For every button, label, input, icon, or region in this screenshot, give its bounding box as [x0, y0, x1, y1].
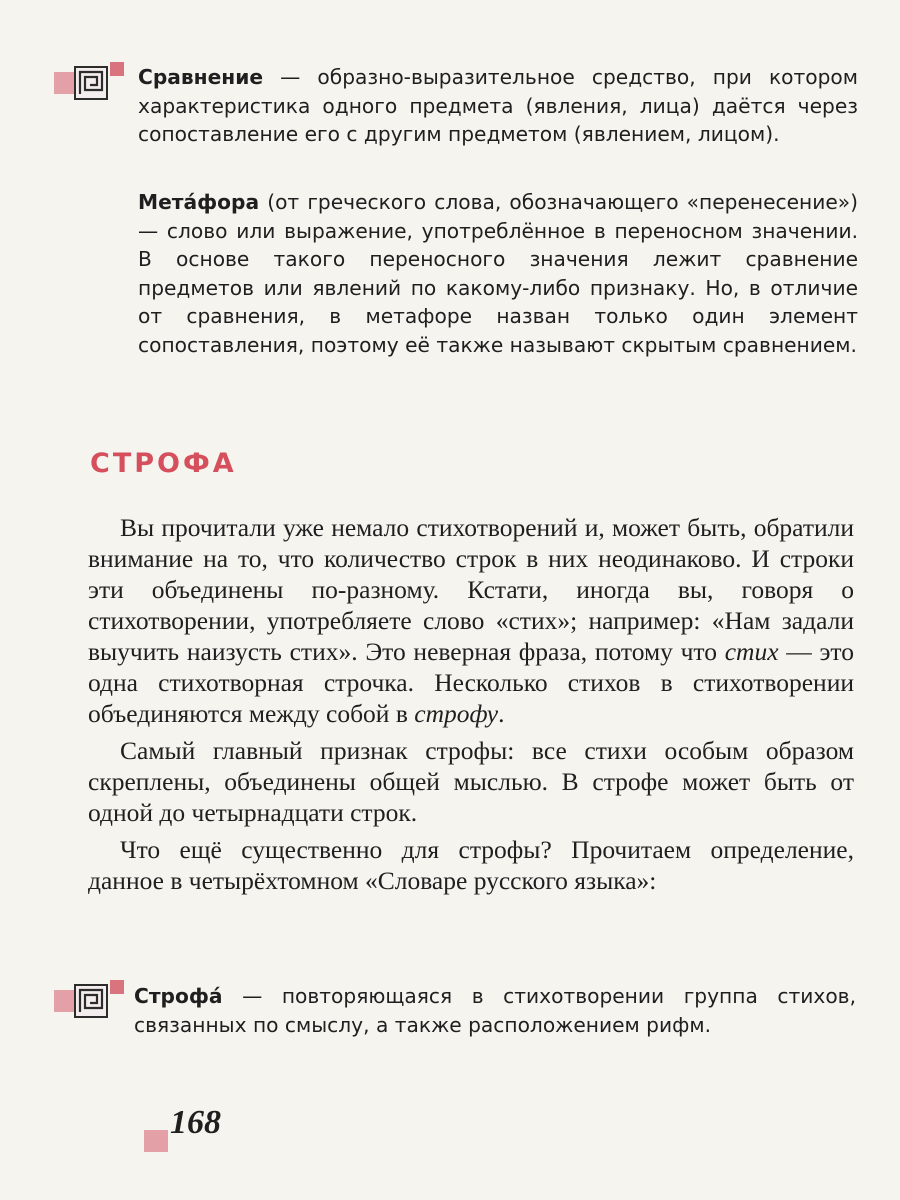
stanza-text: — повторяющаяся в стихотворении группа стихов, связанных по смыслу, а также расположением рифм. [134, 984, 856, 1037]
stanza-term: Строфа́ [134, 984, 223, 1008]
p1-part-c: . [498, 699, 505, 728]
page-number: 168 [170, 1104, 221, 1141]
metaphor-term: Мета́фора [138, 190, 260, 214]
comparison-term: Сравнение [138, 65, 264, 89]
p1-part-a: Вы прочитали уже немало стихотворений и, может быть, обратили внимание на то, что количество строк в них неодинаково. И строки эти объединены по-разному. Кстати, иногда вы, говоря о стихотворении, употребляете слово «стих»; например: «Нам задали выучить наизусть стих». Это неверная фраза, потому что [88, 513, 854, 666]
metaphor-text: (от греческого слова, обозначающего «перенесение») — слово или выражение, употреблённое в переносном значении. В основе такого переносного значения лежит сравнение предметов или явлений по какому-либо признаку. Но, в отличие от сравнения, в метафоре назван только один элемент сопоставления, поэтому её также называют скрытым сравнением. [138, 190, 858, 357]
p1-term-strofu: строфу [414, 699, 499, 728]
page-number-decoration [144, 1130, 168, 1152]
metaphor-definition [138, 188, 858, 359]
body-text [88, 512, 854, 902]
p1-part-b: — это одна стихотворная строчка. Несколько стихов в стихотворении объединяются между собой в [88, 637, 854, 728]
comparison-definition [138, 63, 858, 149]
paragraph-3: Что ещё существенно для строфы? Прочитаем определение, данное в четырёхтомном «Словаре русского языка»: [88, 835, 854, 895]
section-title: СТРОФА [90, 448, 237, 479]
comparison-text: — образно-выразительное средство, при котором характеристика одного предмета (явления, лица) даётся через сопоставление его с другим предметом (явлением, лицом). [138, 65, 858, 146]
definition-marker-icon [54, 980, 124, 1020]
paragraph-1 [88, 512, 854, 729]
paragraph-2: Самый главный признак строфы: все стихи особым образом скреплены, объединены общей мыслью. В строфе может быть от одной до четырнадцати строк. [88, 736, 854, 827]
definition-marker-icon [54, 62, 124, 102]
stanza-definition [134, 982, 856, 1039]
p1-term-stikh: стих [724, 637, 779, 666]
